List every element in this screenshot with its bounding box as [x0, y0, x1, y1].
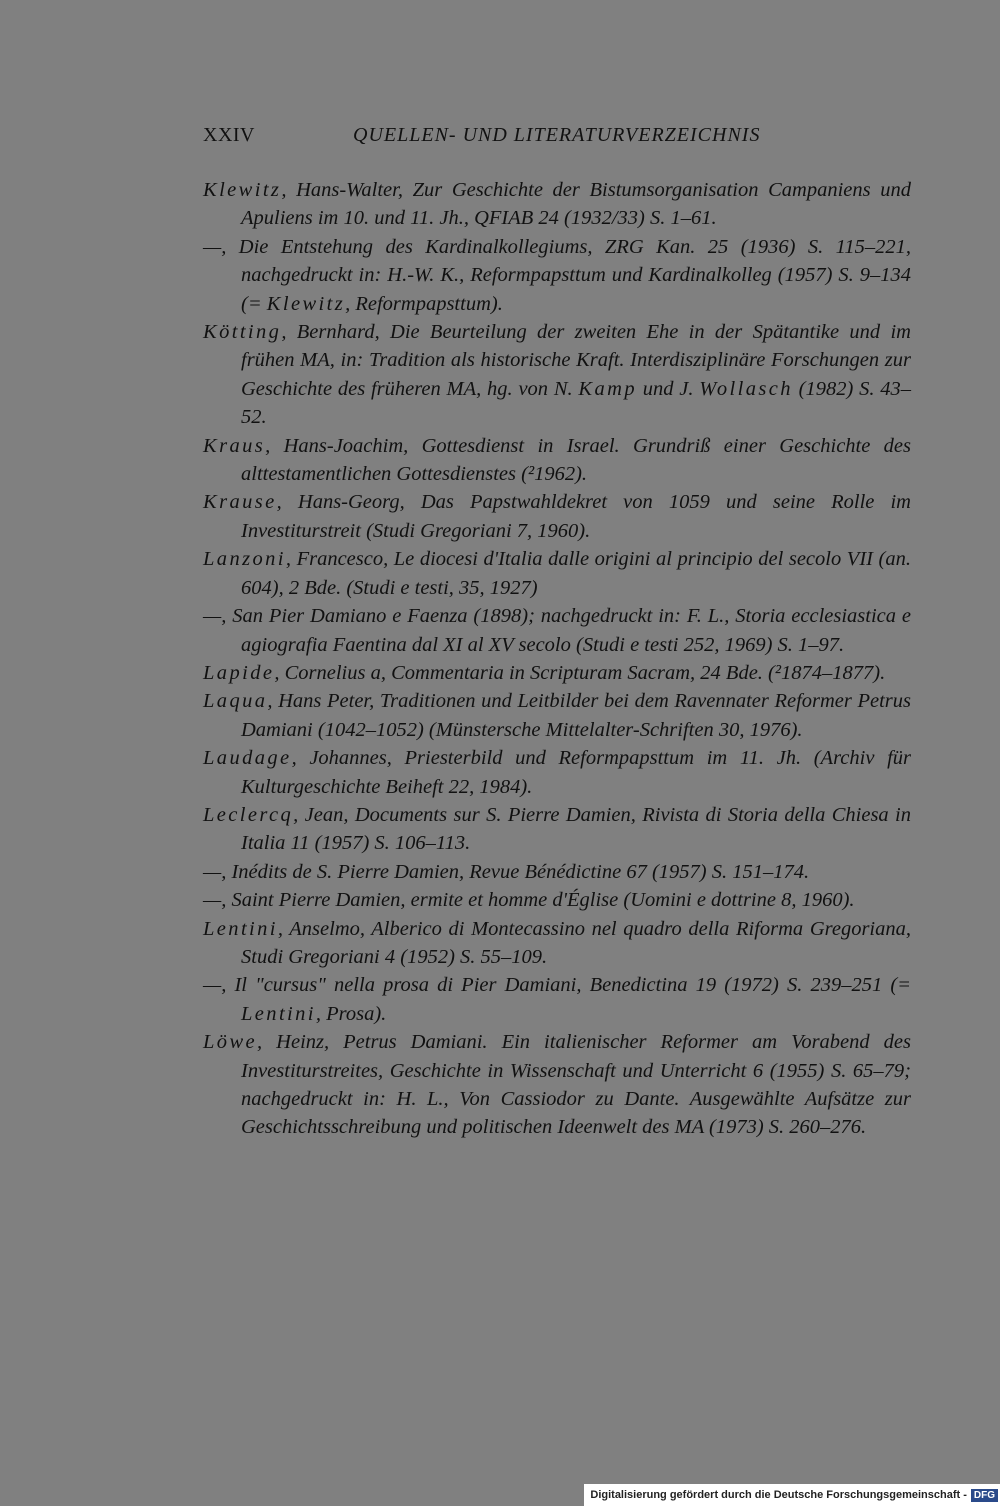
- page-number: XXIV: [203, 124, 255, 146]
- entry-text-tail: , Prosa).: [315, 1002, 387, 1025]
- bibliography-list: [203, 176, 911, 1142]
- entry-text: —, San Pier Damiano e Faenza (1898); nachgedruckt in: F. L., Storia ecclesiastica e agiografia Faentina dal XI al XV secolo (Studi e testi 252, 1969) S. 1–97.: [203, 605, 911, 656]
- bibliography-entry: [203, 545, 911, 602]
- bibliography-entry: [203, 176, 911, 233]
- entry-text: , Heinz, Petrus Damiani. Ein italienischer Reformer am Vorabend des Investiturstreites, Geschichte in Wissenschaft und Unterricht 6 (1955) S. 65–79; nachgedruckt in: H. L., Von Cassiodor zu Dante. Ausgewählte Aufsätze zur Geschichtsschreibung und politischen Ideenwelt des MA (1973) S. 260–276.: [241, 1031, 911, 1139]
- bibliography-entry: [203, 744, 911, 801]
- entry-text: , Hans-Joachim, Gottesdienst in Israel. Grundriß einer Geschichte des alttestamentlichen Gottesdienstes (²1962).: [241, 434, 911, 486]
- entry-text: —, Inédits de S. Pierre Damien, Revue Bénédictine 67 (1957) S. 151–174.: [203, 860, 810, 883]
- running-head: [203, 124, 913, 147]
- digitization-footer: [584, 1484, 1000, 1506]
- entry-text: —, Saint Pierre Damien, ermite et homme d'Église (Uomini e dottrine 8, 1960).: [203, 889, 855, 912]
- bibliography-entry: [203, 886, 911, 914]
- entry-text: , Cornelius a, Commentaria in Scripturam Sacram, 24 Bde. (²1874–1877).: [274, 661, 886, 684]
- entry-author: Klewitz: [203, 179, 282, 201]
- bibliography-entry: [203, 915, 911, 972]
- bibliography-entry: [203, 801, 911, 858]
- bibliography-entry: [203, 432, 911, 489]
- entry-author: Laudage: [203, 747, 292, 770]
- entry-text: , Bernhard, Die Beurteilung der zweiten Ehe in der Spätantike und im frühen MA, in: Tradition als historische Kraft. Interdisziplinäre Forschungen zur Geschichte des früheren MA, hg. von N.: [241, 321, 911, 400]
- entry-author: Lanzoni: [203, 548, 286, 571]
- entry-cited-author: Kamp: [578, 377, 637, 400]
- entry-text: , Hans Peter, Traditionen und Leitbilder bei dem Ravennater Reformer Petrus Damiani (1042–1052) (Münstersche Mittelalter-Schriften 30, 1976).: [241, 690, 911, 741]
- bibliography-entry: [203, 659, 911, 687]
- entry-text-tail: (1982) S. 43–52.: [241, 377, 911, 429]
- bibliography-entry: [203, 858, 911, 886]
- entry-text: —, Il "cursus" nella prosa di Pier Damiani, Benedictina 19 (1972) S. 239–251 (=: [203, 974, 911, 997]
- entry-author: Laqua: [203, 690, 268, 713]
- entry-text: —, Die Entstehung des Kardinalkollegiums, ZRG Kan. 25 (1936) S. 115–221, nachgedruckt in: H.-W. K., Reformpapsttum und Kardinalkolleg (1957) S. 9–134 (=: [203, 235, 911, 315]
- entry-author: Löwe: [203, 1031, 258, 1054]
- bibliography-entry: [203, 971, 911, 1028]
- entry-author: Kraus: [203, 434, 266, 457]
- bibliography-entry: [203, 488, 911, 545]
- entry-text-tail: und J.: [636, 377, 700, 400]
- entry-text: , Francesco, Le diocesi d'Italia dalle origini al principio del secolo VII (an. 604), 2 Bde. (Studi e testi, 35, 1927): [241, 548, 911, 599]
- entry-text: , Anselmo, Alberico di Montecassino nel quadro della Riforma Gregoriana, Studi Gregoriani 4 (1952) S. 55–109.: [241, 917, 911, 968]
- entry-cited-author: Lentini: [241, 1002, 316, 1025]
- entry-text: , Johannes, Priesterbild und Reformpapsttum im 11. Jh. (Archiv für Kulturgeschichte Beiheft 22, 1984).: [241, 747, 911, 798]
- entry-text: , Hans-Walter, Zur Geschichte der Bistumsorganisation Campaniens und Apuliens im 10. und 11. Jh., QFIAB 24 (1932/33) S. 1–61.: [241, 179, 911, 230]
- bibliography-entry: [203, 233, 911, 318]
- entry-author: Leclercq: [203, 803, 294, 826]
- bibliography-entry: [203, 687, 911, 744]
- entry-author: Lentini: [203, 917, 278, 940]
- dfg-logo: DFG: [971, 1489, 998, 1502]
- bibliography-entry: [203, 1028, 911, 1142]
- entry-author: Krause: [203, 491, 277, 514]
- page-title: QUELLEN- UND LITERATURVERZEICHNIS: [353, 124, 761, 146]
- bibliography-entry: [203, 602, 911, 659]
- entry-text: , Hans-Georg, Das Papstwahldekret von 1059 und seine Rolle im Investiturstreit (Studi Gregoriani 7, 1960).: [241, 491, 911, 542]
- entry-cited-author: Wollasch: [699, 377, 793, 400]
- entry-text: , Jean, Documents sur S. Pierre Damien, Rivista di Storia della Chiesa in Italia 11 (1957) S. 106–113.: [241, 803, 911, 855]
- bibliography-entry: [203, 318, 911, 432]
- entry-cited-author: Klewitz: [266, 292, 346, 315]
- entry-author: Kötting: [203, 321, 282, 344]
- footer-text: Digitalisierung gefördert durch die Deutsche Forschungsgemeinschaft -: [590, 1489, 967, 1501]
- entry-author: Lapide: [203, 661, 275, 684]
- entry-text-tail: , Reformpapsttum).: [345, 292, 503, 315]
